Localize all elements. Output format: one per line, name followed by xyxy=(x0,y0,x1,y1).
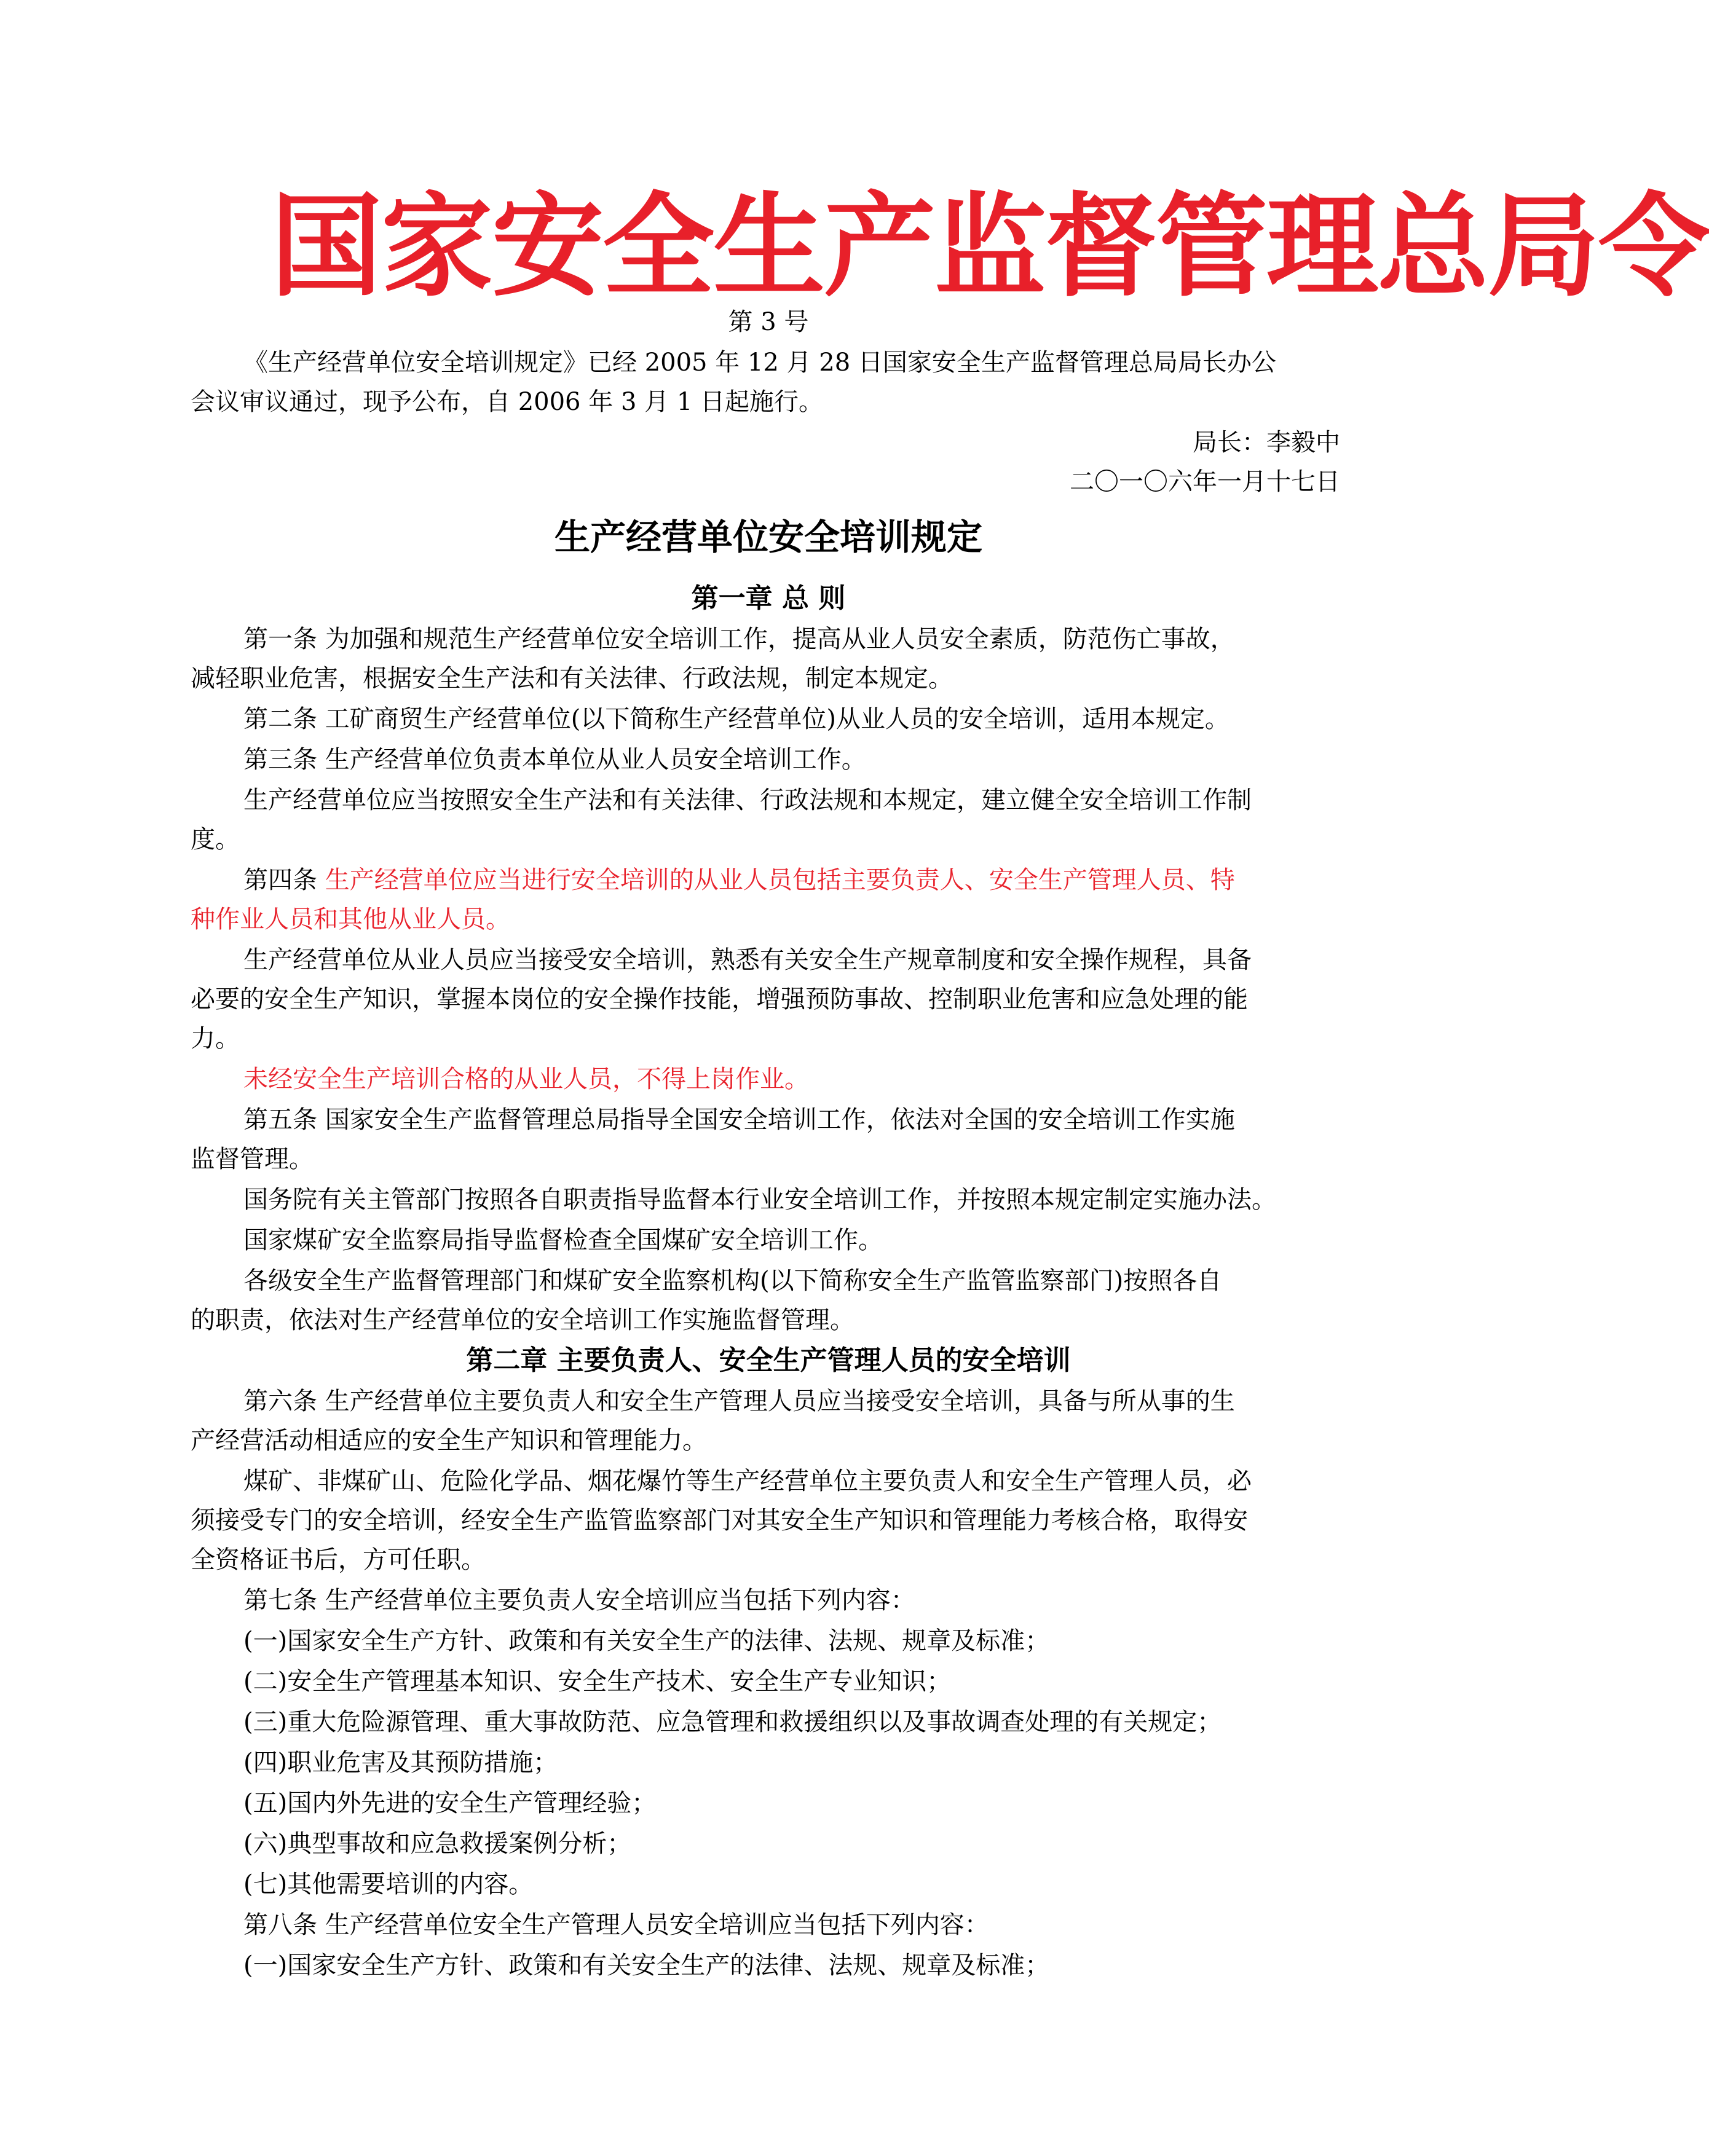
article-5-para-4-line-2: 的职责，依法对生产经营单位的安全培训工作实施监督管理。 xyxy=(191,1306,854,1334)
article-3-para-2-line-1: 生产经营单位应当按照安全生产法和有关法律、行政法规和本规定，建立健全安全培训工作制 xyxy=(243,786,1252,814)
article-5-para-2: 国务院有关主管部门按照各自职责指导监督本行业安全培训工作，并按照本规定制定实施办法。 xyxy=(243,1186,1276,1214)
article-3-para-2-line-2: 度。 xyxy=(191,825,240,854)
article-7-item: (一)国家安全生产方针、政策和有关安全生产的法律、法规、规章及标准； xyxy=(243,1627,1050,1655)
article-4-highlight-2: 种作业人员和其他从业人员。 xyxy=(191,905,510,934)
decree-date: 二〇一〇六年一月十七日 xyxy=(1070,468,1340,496)
article-5-para-4-line-1: 各级安全生产监督管理部门和煤矿安全监察机构(以下简称安全生产监管监察部门)按照各自 xyxy=(243,1267,1222,1295)
article-8: 第八条 生产经营单位安全生产管理人员安全培训应当包括下列内容： xyxy=(243,1911,989,1939)
article-3: 第三条 生产经营单位负责本单位从业人员安全培训工作。 xyxy=(243,746,866,774)
signer: 局长：李毅中 xyxy=(1193,428,1340,457)
chapter-1-heading: 第一章 总 则 xyxy=(691,583,846,614)
promulgation-line-1: 《生产经营单位安全培训规定》已经 2005 年 12 月 28 日国家安全生产监督管理总局局长办公 xyxy=(243,348,1276,377)
article-6-para-2-line-2: 须接受专门的安全培训，经安全生产监管监察部门对其安全生产知识和管理能力考核合格，取得安 xyxy=(191,1506,1248,1535)
decree-number: 第 3 号 xyxy=(728,308,809,336)
article-4-line-1 xyxy=(243,860,1350,900)
decree-title: 国家安全生产监督管理总局令 xyxy=(270,180,1709,312)
article-6-para-2-line-1: 煤矿、非煤矿山、危险化学品、烟花爆竹等生产经营单位主要负责人和安全生产管理人员，必 xyxy=(243,1467,1252,1495)
article-7-item: (二)安全生产管理基本知识、安全生产技术、安全生产专业知识； xyxy=(243,1667,952,1696)
article-4-para-3: 未经安全生产培训合格的从业人员，不得上岗作业。 xyxy=(243,1065,809,1093)
article-7: 第七条 生产经营单位主要负责人安全培训应当包括下列内容： xyxy=(243,1586,915,1615)
article-7-item: (六)典型事故和应急救援案例分析； xyxy=(243,1830,632,1858)
article-8-item: (一)国家安全生产方针、政策和有关安全生产的法律、法规、规章及标准； xyxy=(243,1951,1050,1980)
article-4-para-2-line-2: 必要的安全生产知识，掌握本岗位的安全操作技能，增强预防事故、控制职业危害和应急处理的能 xyxy=(191,985,1248,1013)
article-5-line-2: 监督管理。 xyxy=(191,1145,314,1173)
article-4-highlight-1: 生产经营单位应当进行安全培训的从业人员包括主要负责人、安全生产管理人员、特 xyxy=(325,866,1235,894)
article-5-para-3: 国家煤矿安全监察局指导监督检查全国煤矿安全培训工作。 xyxy=(243,1226,883,1254)
article-1-line-2: 减轻职业危害，根据安全生产法和有关法律、行政法规，制定本规定。 xyxy=(191,664,953,693)
article-6-line-2: 产经营活动相适应的安全生产知识和管理能力。 xyxy=(191,1426,707,1455)
article-7-item: (三)重大危险源管理、重大事故防范、应急管理和救援组织以及事故调查处理的有关规定； xyxy=(243,1708,1222,1736)
article-1-line-1: 第一条 为加强和规范生产经营单位安全培训工作，提高从业人员安全素质，防范伤亡事故， xyxy=(243,625,1235,653)
article-7-item: (七)其他需要培训的内容。 xyxy=(243,1870,534,1898)
article-4-para-2-line-3: 力。 xyxy=(191,1025,240,1053)
article-4-label: 第四条 xyxy=(243,866,325,894)
article-7-item: (四)职业危害及其预防措施； xyxy=(243,1749,558,1777)
promulgation-line-2: 会议审议通过，现予公布，自 2006 年 3 月 1 日起施行。 xyxy=(191,388,823,416)
document-title: 生产经营单位安全培训规定 xyxy=(554,516,982,558)
article-6-para-2-line-3: 全资格证书后，方可任职。 xyxy=(191,1546,486,1574)
article-7-item: (五)国内外先进的安全生产管理经验； xyxy=(243,1789,657,1817)
chapter-2-heading: 第二章 主要负责人、安全生产管理人员的安全培训 xyxy=(466,1345,1071,1376)
article-2: 第二条 工矿商贸生产经营单位(以下简称生产经营单位)从业人员的安全培训，适用本规定。 xyxy=(243,705,1229,733)
article-5-line-1: 第五条 国家安全生产监督管理总局指导全国安全培训工作，依法对全国的安全培训工作实施 xyxy=(243,1106,1235,1134)
article-6-line-1: 第六条 生产经营单位主要负责人和安全生产管理人员应当接受安全培训，具备与所从事的生 xyxy=(243,1387,1235,1415)
article-4-para-2-line-1: 生产经营单位从业人员应当接受安全培训，熟悉有关安全生产规章制度和安全操作规程，具备 xyxy=(243,946,1252,974)
